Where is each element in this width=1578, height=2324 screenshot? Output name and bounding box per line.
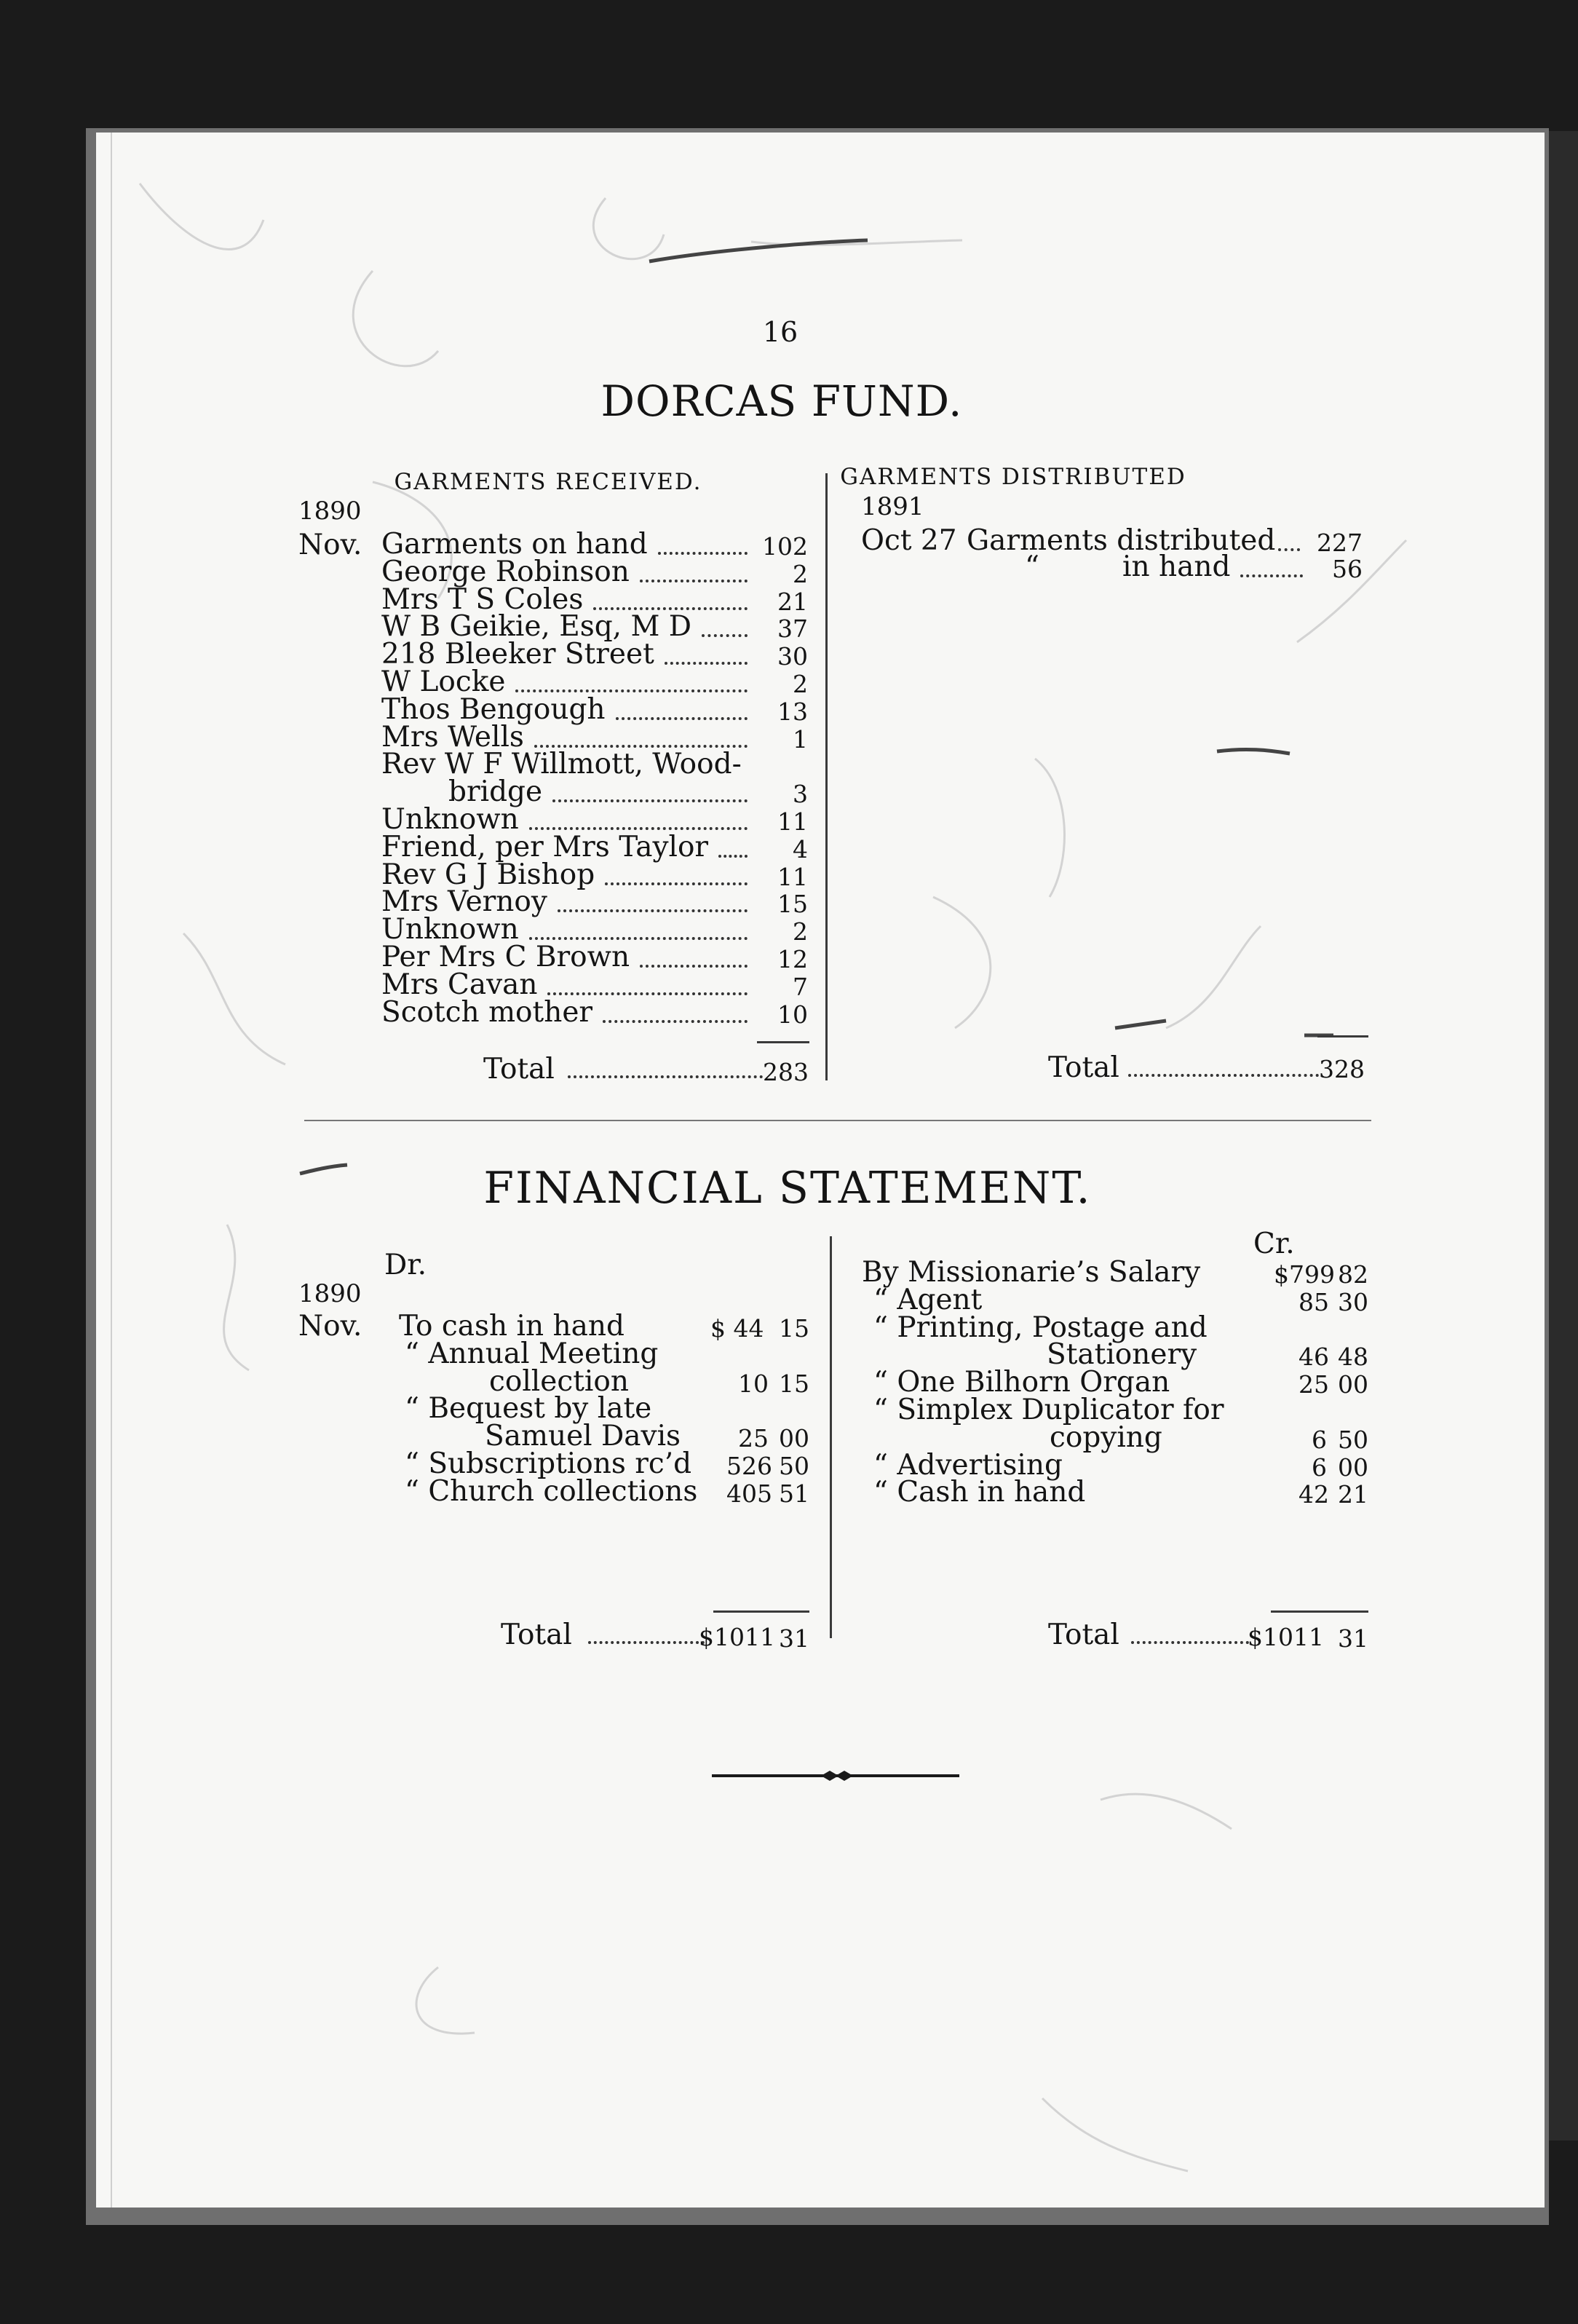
received-item-name: Friend, per Mrs Taylor [381,830,709,863]
received-item-name: Unknown [381,803,519,836]
debit-item-cents: 00 [779,1424,809,1453]
dot-leader [593,607,748,610]
ornament-divider [712,1765,959,1787]
dot-leader [529,937,748,940]
dot-leader [1128,1074,1319,1077]
debit-total-cents: 31 [779,1624,809,1653]
dot-leader [603,1020,748,1023]
received-item-qty: 21 [777,587,808,616]
received-total-value: 283 [763,1058,809,1086]
debit-item-text: “ Bequest by late [405,1392,652,1426]
debit-total-rule [713,1610,809,1613]
column-divider [825,473,828,1080]
credit-total-rule [1271,1610,1368,1613]
received-total-label: Total [483,1053,555,1086]
financial-title: FINANCIAL STATEMENT. [483,1163,1092,1214]
distributed-item-qty: 56 [1332,555,1363,583]
dot-leader [658,552,748,555]
credit-item-text: copying [1050,1420,1162,1454]
credit-item-dollar: 6 [1312,1425,1327,1454]
dot-leader [547,992,748,995]
received-item-qty: 4 [793,834,808,863]
dot-leader [558,909,748,912]
credit-total-label: Total [1048,1618,1119,1651]
credit-item-text: “ Advertising [873,1448,1063,1482]
debit-item-dollar: $ 44 [710,1314,764,1343]
received-total-rule [757,1041,809,1043]
credit-total-cents: 31 [1338,1624,1368,1653]
received-item-qty: 11 [777,807,808,836]
distributed-total-label: Total [1048,1051,1119,1084]
financial-year: 1890 [298,1279,362,1308]
received-item-name: Rev G J Bishop [381,858,595,891]
dot-leader [588,1641,705,1644]
received-item-qty: 12 [777,945,808,973]
credit-item-dollar: 6 [1312,1452,1327,1482]
received-item-qty: 11 [777,862,808,891]
received-item-qty: 10 [777,1000,808,1029]
received-item-name: W B Geikie, Esq, M D [381,610,692,644]
credit-item-dollar: 25 [1299,1370,1329,1399]
distributed-item-name: Garments distributed [967,524,1276,557]
dot-leader [534,745,748,748]
received-item-qty: 1 [793,724,808,754]
dot-leader [665,662,748,665]
received-item-qty: 2 [793,917,808,946]
received-item-qty: 30 [777,642,808,671]
debit-item-cents: 50 [779,1452,809,1480]
credit-item-text: Stationery [1047,1338,1197,1372]
debit-item-dollar: 10 [738,1369,769,1398]
received-item-name: 218 Bleeker Street [381,638,654,671]
credit-item-cents: 00 [1338,1452,1368,1482]
credit-item-text: By Missionarie’s Salary [862,1256,1201,1289]
debit-item-dollar: 405 [726,1479,772,1508]
dr-label: Dr. [384,1249,427,1281]
received-item-qty: 2 [793,559,808,588]
received-item-qty: 102 [762,532,808,561]
distributed-year: 1891 [861,492,924,521]
garments-distributed-heading: GARMENTS DISTRIBUTED [840,464,1186,490]
received-item-name: Scotch mother [381,995,593,1029]
credit-item-dollar: 46 [1299,1343,1329,1372]
received-item-name: Mrs Vernoy [381,885,547,919]
dot-leader [616,717,748,720]
dorcas-title: DORCAS FUND. [600,376,963,426]
ditto-mark: “ [1025,550,1039,583]
debit-item-text: collection [489,1364,629,1398]
received-item-qty: 13 [777,697,808,726]
dot-leader [515,689,748,692]
debit-total-label: Total [501,1618,572,1651]
received-item-name: Thos Bengough [381,692,606,726]
received-item-name: W Locke [381,665,506,698]
dot-leader [718,855,748,858]
credit-item-dollar: 42 [1299,1480,1329,1509]
credit-item-cents: 82 [1338,1260,1368,1289]
dot-leader [640,965,748,968]
credit-item-cents: 50 [1338,1425,1368,1454]
received-item-name: Per Mrs C Brown [381,941,630,973]
debit-item-text: “ Annual Meeting [405,1337,659,1370]
credit-item-cents: 48 [1338,1343,1368,1372]
debit-total-dollar: $1011 [699,1623,775,1651]
received-item-name: Rev W F Willmott, Wood- [381,748,742,781]
credit-item-cents: 21 [1338,1480,1368,1509]
dot-leader [640,580,748,582]
financial-month: Nov. [298,1310,362,1343]
received-item-qty: 15 [777,890,808,919]
received-item-name: Mrs Cavan [381,968,538,1001]
credit-item-text: “ One Bilhorn Organ [873,1366,1170,1399]
distributed-total-value: 328 [1319,1055,1365,1083]
distributed-total-rule [1317,1035,1368,1038]
received-item-name: Garments on hand [381,528,648,561]
debit-item-text: “ Church collections [405,1474,698,1508]
debit-item-cents: 51 [779,1479,809,1508]
received-item-name: George Robinson [381,555,630,588]
credit-item-text: “ Printing, Postage and [873,1311,1208,1344]
received-item-name: Mrs T S Coles [381,582,584,616]
dot-leader [552,799,748,802]
credit-total-dollar: $1011 [1248,1623,1324,1651]
debit-item-text: “ Subscriptions rc’d [405,1447,692,1480]
credit-item-cents: 30 [1338,1287,1368,1316]
book-edge [1549,131,1578,2141]
debit-item-dollar: 25 [738,1424,769,1453]
received-item-name: bridge [448,775,543,809]
debit-item-dollar: 526 [726,1452,772,1480]
distributed-item-qty: 227 [1317,529,1363,557]
credit-item-text: “ Agent [873,1283,983,1316]
dot-leader [529,827,748,830]
dot-leader [1278,548,1300,551]
distributed-date: Oct 27 [861,524,957,557]
received-item-name: Unknown [381,913,519,946]
credit-item-dollar: $799 [1274,1260,1335,1289]
dot-leader [605,882,748,885]
dot-leader [702,634,748,637]
received-item-qty: 37 [777,614,808,644]
financial-column-divider [830,1236,832,1638]
page-number: 16 [762,316,798,348]
debit-item-cents: 15 [779,1314,809,1343]
credit-item-text: “ Simplex Duplicator for [873,1394,1224,1426]
received-month: Nov. [298,529,362,561]
debit-item-text: To cash in hand [399,1310,625,1343]
credit-item-text: “ Cash in hand [873,1476,1086,1509]
section-separator [304,1120,1371,1121]
document-page [96,133,1545,2208]
received-item-qty: 2 [793,670,808,698]
received-item-qty: 7 [793,972,808,1001]
cr-label: Cr. [1253,1228,1295,1260]
received-year: 1890 [298,497,362,526]
distributed-item-name: in hand [1122,550,1231,583]
credit-item-cents: 00 [1338,1370,1368,1399]
dot-leader [1131,1641,1249,1644]
debit-item-cents: 15 [779,1369,809,1398]
credit-item-dollar: 85 [1299,1287,1329,1316]
dot-leader [568,1075,763,1078]
received-item-qty: 3 [793,780,808,809]
debit-item-text: Samuel Davis [485,1420,681,1453]
dot-leader [1240,574,1303,577]
received-item-name: Mrs Wells [381,720,524,754]
garments-received-heading: GARMENTS RECEIVED. [394,469,702,495]
